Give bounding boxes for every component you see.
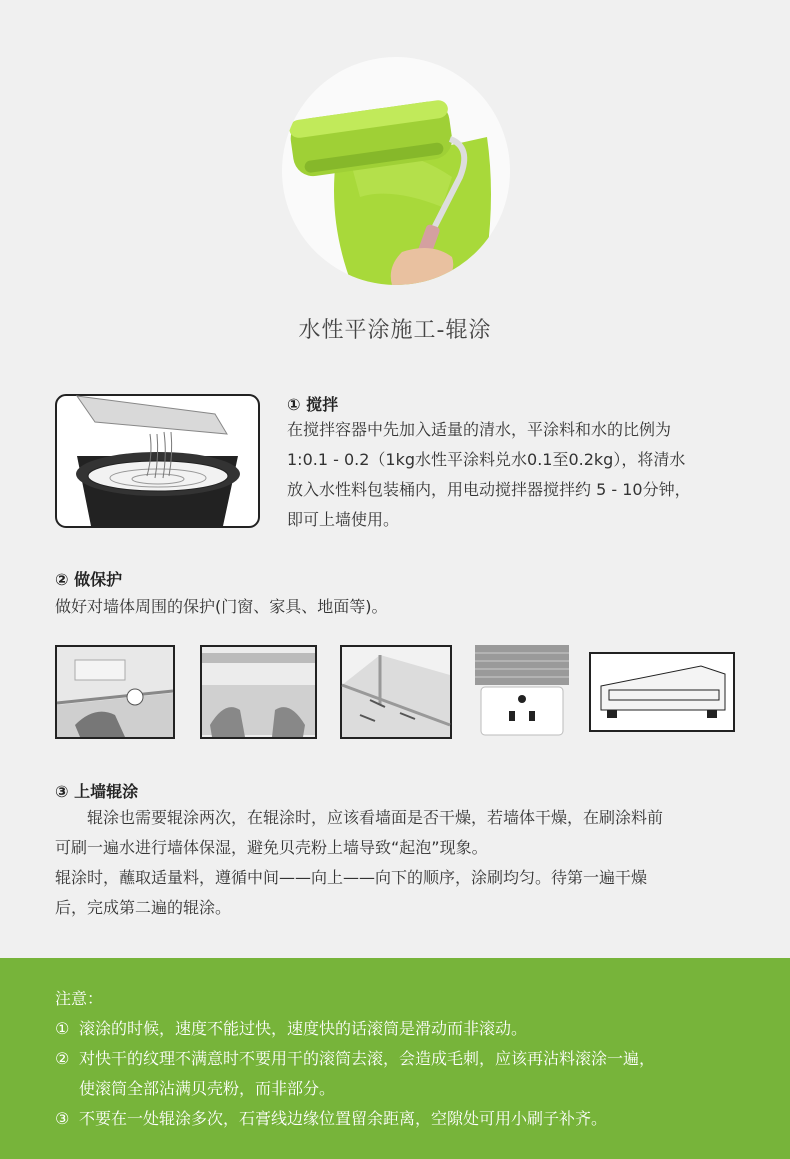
step1-line: 放入水性料包装桶内，用电动搅拌器搅拌约 5 - 10分钟， [287, 480, 691, 499]
protection-furniture-image [589, 652, 735, 732]
step1-line: 在搅拌容器中先加入适量的清水，平涂料和水的比例为 [287, 420, 672, 439]
step1-text [287, 415, 767, 535]
note-text: 滚涂的时候，速度不能过快，速度快的话滚筒是滑动而非滚动。 [79, 1019, 528, 1038]
step3-line: 可刷一遍水进行墙体保湿，避免贝壳粉上墙导致“起泡”现象。 [55, 838, 488, 857]
protection-corner-tape-image [340, 645, 452, 739]
note-item [55, 1044, 775, 1074]
note-number: ② [55, 1049, 70, 1068]
step3-text [55, 803, 755, 923]
note-item [55, 1074, 775, 1104]
step3-line: 辊涂时，蘸取适量料，遵循中间——向上——向下的顺序，涂刷均匀。待第一遍干燥 [55, 868, 648, 887]
step2-text: 做好对墙体周围的保护(门窗、家具、地面等)。 [55, 597, 388, 616]
protection-tape-floor-image [55, 645, 175, 739]
step3-line: 辊涂也需要辊涂两次，在辊涂时，应该看墙面是否干燥，若墙体干燥，在刷涂料前 [55, 808, 664, 827]
page-title: 水性平涂施工-辊涂 [298, 318, 492, 343]
protection-outlet-blinds-image [473, 645, 571, 739]
notes-title: 注意： [55, 989, 104, 1008]
step2-heading: ② 做保护 [55, 570, 123, 589]
notes-panel [0, 958, 790, 1159]
mixing-bucket-image [55, 394, 260, 528]
note-text: 不要在一处辊涂多次，石膏线边缘位置留余距离，空隙处可用小刷子补齐。 [79, 1109, 608, 1128]
note-text: 对快干的纹理不满意时不要用干的滚筒去滚，会造成毛刺，应该再沾料滚涂一遍， [79, 1049, 656, 1068]
hero-roller-image [282, 57, 510, 285]
note-number: ① [55, 1019, 70, 1038]
step1-line: 即可上墙使用。 [287, 510, 400, 529]
step3-heading: ③ 上墙辊涂 [55, 782, 139, 801]
step3-line: 后，完成第二遍的辊涂。 [55, 898, 232, 917]
note-text: 使滚筒全部沾满贝壳粉，而非部分。 [79, 1079, 336, 1098]
protection-baseboard-image [200, 645, 317, 739]
step1-heading: ① 搅拌 [287, 395, 339, 414]
note-item [55, 1014, 775, 1044]
step1-line: 1:0.1 - 0.2（1kg水性平涂料兑水0.1至0.2kg），将清水 [287, 450, 686, 469]
note-item [55, 1104, 775, 1134]
note-number: ③ [55, 1109, 70, 1128]
